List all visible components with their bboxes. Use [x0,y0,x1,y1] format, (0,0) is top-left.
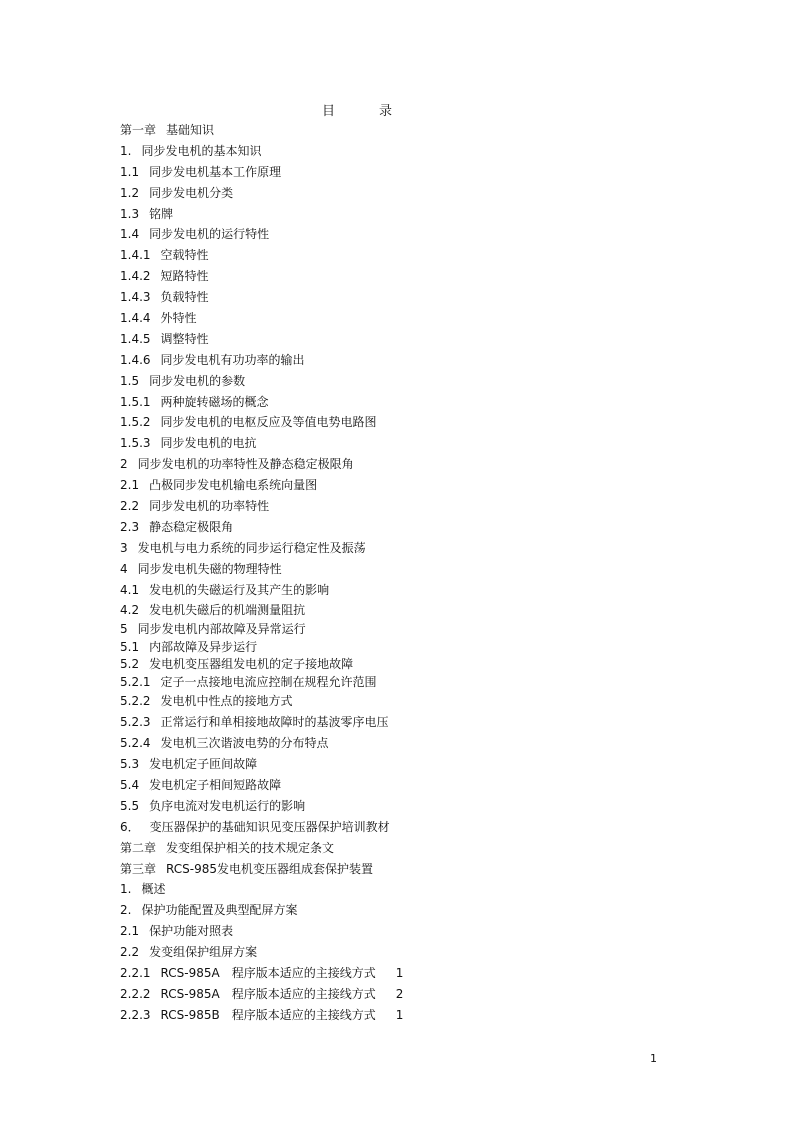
toc-entry-text: 定子一点接地电流应控制在规程允许范围 [160,674,377,689]
toc-entry [120,796,403,817]
toc-entry [120,517,403,538]
toc-entry [120,817,403,838]
toc-entry [120,879,403,900]
toc-entry [120,754,403,775]
toc-entry-number: 第一章 [120,123,157,137]
toc-entry-text: 发电机失磁后的机端测量阻抗 [149,603,306,618]
toc-entry-text: 保护功能配置及典型配屏方案 [141,903,298,918]
toc-entry [120,245,403,266]
toc-entry-text: 同步发电机分类 [149,185,234,200]
toc-entry [120,859,403,880]
toc-entry-page: 1 [395,1007,404,1022]
toc-entry-number: 1.2 [120,185,140,200]
toc-entry [120,433,403,454]
toc-entry-text: 同步发电机的电抗 [160,436,257,451]
toc-entry [120,454,403,475]
toc-entry-text: 发电机定子相间短路故障 [149,777,282,792]
toc-entry-text: 发电机中性点的接地方式 [160,694,293,709]
toc-entry-number: 1.4.3 [120,290,151,305]
toc-entry-number: 2.2 [120,499,140,514]
toc-entry-number: 1.4.4 [120,311,151,326]
toc-entry [120,674,403,692]
toc-entry-text: 发电机的失磁运行及其产生的影响 [149,582,330,597]
page-number: 1 [650,1052,657,1065]
toc-entry [120,496,403,517]
toc-entry-number: 第三章 [120,861,157,876]
toc-entry [120,600,403,621]
toc-entry-text: 同步发电机失磁的物理特性 [137,561,282,576]
toc-entry-number: 2.3 [120,519,140,534]
toc-entry [120,120,403,141]
toc-entry-text: RCS-985发电机变压器组成套保护装置 [166,861,373,876]
toc-entry-number: 1.5.1 [120,394,151,409]
toc-entry-text: 保护功能对照表 [149,924,234,939]
toc-entry-text: 发变组保护相关的技术规定条文 [166,840,335,855]
toc-entry-text: 变压器保护的基础知识见变压器保护培训教材 [149,819,390,834]
toc-entry-number: 第二章 [120,840,157,855]
toc-entry-text: RCS-985A 程序版本适应的主接线方式 [160,986,376,1001]
toc-entry-text: 静态稳定极限角 [149,519,234,534]
toc-entry-number: 2.2.1 [120,965,151,980]
toc-entry [120,712,403,733]
toc-entry-text: 发电机定子匝间故障 [149,757,258,772]
toc-entry [120,371,403,392]
toc-title-right: 录 [379,104,393,119]
toc-entry-page: 1 [395,965,404,980]
toc-entry [120,287,403,308]
toc-entry-number: 5.2.1 [120,674,151,689]
toc-entry-text: 短路特性 [160,269,209,284]
toc-entry [120,775,403,796]
toc-entry-text: 正常运行和单相接地故障时的基波零序电压 [160,715,389,730]
toc-entry [120,621,403,639]
toc-entry-number: 4.2 [120,603,140,618]
toc-entry-number: 5.2.2 [120,694,151,709]
toc-entry-number: 2.2 [120,945,140,960]
toc-entry-text: RCS-985A 程序版本适应的主接线方式 [160,965,376,980]
toc-entry-number: 2. [120,903,132,918]
toc-entry-number: 1.4.6 [120,352,151,367]
toc-entry-text: 负序电流对发电机运行的影响 [149,798,306,813]
toc-entry-page: 2 [395,986,404,1001]
toc-entry-text: 凸极同步发电机输电系统向量图 [149,478,318,493]
toc-entry-text: 发电机变压器组发电机的定子接地故障 [149,657,354,672]
toc-entry [120,921,403,942]
toc-entry-text: 概述 [141,882,166,897]
toc-entry-number: 5.2.4 [120,736,151,751]
toc-entry-number: 1.4.1 [120,248,151,263]
toc-entry [120,580,403,601]
toc-entry-number: 2.1 [120,924,140,939]
toc-entry [120,691,403,712]
toc-entry-number: 1.4.2 [120,269,151,284]
toc-entry-text: 空载特性 [160,248,209,263]
toc-entry-number: 1.1 [120,164,140,179]
toc-entry-number: 1. [120,882,132,897]
toc-title-left: 目 [322,104,336,119]
toc-entry [120,141,403,162]
toc-entry-number: 5.5 [120,798,140,813]
toc-entry-text: 发变组保护组屏方案 [149,945,258,960]
table-of-contents [120,120,403,1026]
toc-entry-number: 4 [120,561,128,576]
toc-entry-text: 同步发电机的基本知识 [141,143,262,158]
toc-entry-number: 1.4.5 [120,331,151,346]
toc-entry [120,475,403,496]
toc-entry-text: 同步发电机基本工作原理 [149,164,282,179]
toc-entry [120,412,403,433]
toc-entry-text: 铭牌 [149,206,174,221]
toc-entry [120,329,403,350]
toc-entry [120,538,403,559]
toc-entry [120,838,403,859]
toc-entry-number: 4.1 [120,582,140,597]
toc-entry [120,639,403,657]
toc-entry-text: 同步发电机的功率特性 [149,499,270,514]
toc-entry-text: 同步发电机的功率特性及静态稳定极限角 [137,457,354,472]
toc-title [322,100,392,119]
toc-entry [120,963,403,984]
toc-entry [120,733,403,754]
toc-entry-text: 负载特性 [160,290,209,305]
toc-entry-number: 5.4 [120,777,140,792]
toc-entry [120,224,403,245]
toc-entry-number: 2.1 [120,478,140,493]
toc-entry-text: 同步发电机有功功率的输出 [160,352,305,367]
toc-entry-number: 5.2 [120,657,140,672]
toc-entry-number: 2.2.2 [120,986,151,1001]
toc-entry [120,183,403,204]
toc-entry [120,1005,403,1026]
toc-entry [120,942,403,963]
toc-entry [120,559,403,580]
toc-entry-number: 1.5.3 [120,436,151,451]
toc-entry-text: 内部故障及异步运行 [149,639,258,654]
toc-entry-text: 同步发电机内部故障及异常运行 [137,622,306,637]
toc-entry-number: 1.5 [120,373,140,388]
toc-entry-text: RCS-985B 程序版本适应的主接线方式 [160,1007,376,1022]
toc-entry-text: 发电机三次谐波电势的分布特点 [160,736,329,751]
toc-entry [120,162,403,183]
toc-entry [120,266,403,287]
toc-entry-number: 2.2.3 [120,1007,151,1022]
toc-entry [120,308,403,329]
toc-entry-number: 1.3 [120,206,140,221]
toc-entry-number: 2 [120,457,128,472]
toc-entry-number: 1.4 [120,227,140,242]
toc-entry [120,900,403,921]
toc-entry-number: 5 [120,622,128,637]
toc-entry-number: 5.1 [120,639,140,654]
toc-entry-text: 同步发电机的参数 [149,373,246,388]
toc-entry [120,656,403,674]
toc-entry-number: 6． [120,819,140,834]
toc-entry-number: 1. [120,143,132,158]
toc-entry-text: 基础知识 [166,123,215,137]
toc-entry-number: 5.3 [120,757,140,772]
toc-entry-text: 外特性 [160,311,197,326]
toc-entry-text: 调整特性 [160,331,209,346]
toc-entry-number: 3 [120,540,128,555]
toc-entry-text: 发电机与电力系统的同步运行稳定性及振荡 [137,540,366,555]
toc-entry [120,392,403,413]
toc-entry [120,350,403,371]
toc-entry-text: 两种旋转磁场的概念 [160,394,269,409]
toc-entry-number: 5.2.3 [120,715,151,730]
toc-entry-text: 同步发电机的运行特性 [149,227,270,242]
toc-entry-text: 同步发电机的电枢反应及等值电势电路图 [160,415,377,430]
toc-entry [120,204,403,225]
toc-entry-number: 1.5.2 [120,415,151,430]
toc-entry [120,984,403,1005]
